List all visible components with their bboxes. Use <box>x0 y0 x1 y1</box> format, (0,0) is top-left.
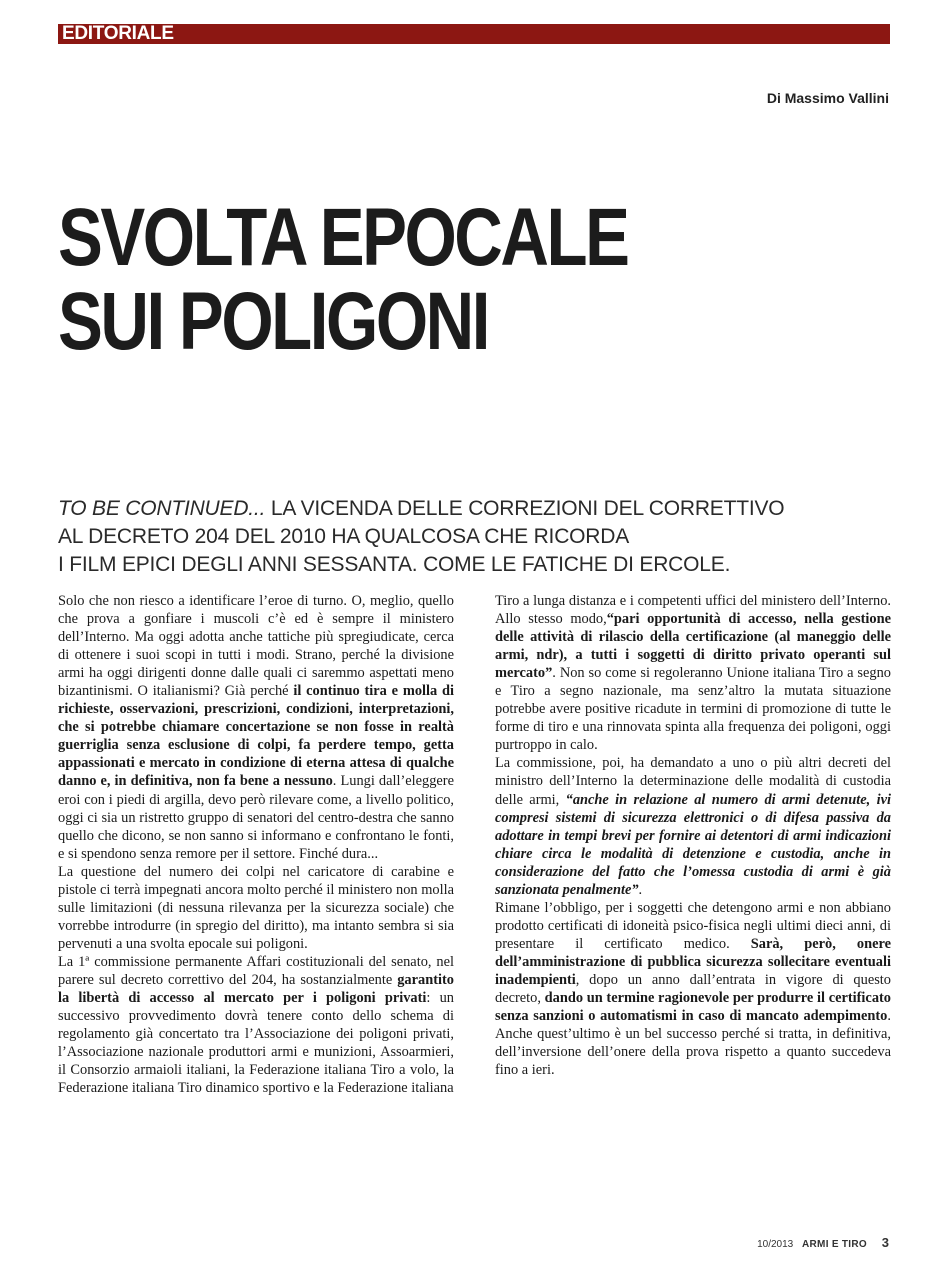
paragraph-3-continued: Tiro a lunga distanza e i competenti uffici del ministero dell’Interno. Allo stesso modo,“pari opportunità di accesso, nella gestione delle attività di rilascio della certificazione (al maneggio delle armi, ndr), a tutti i soggetti di diritto privato operanti sul mercato”. Non so come si regoleranno Unione italiana Tiro a segno e Tiro a segno nazionale, ma senz’altro la mutata situazione potrebbe avere positive ricadute in termini di promozione di tutte le forme di tiro e una rinnovata spinta alla frequenza dei poligoni, oggi purtroppo in calo. <box>495 593 891 754</box>
article-title <box>58 192 628 367</box>
paragraph-4: La commissione, poi, ha demandato a uno o più altri decreti del ministro dell’Interno la determinazione delle modalità di custodia delle armi, “anche in relazione al numero di armi detenute, ivi compresi sistemi di sicurezza elettronici o di difesa passiva da adottare in tempi brevi per fornire ai detentori di armi indicazioni chiare circa le modalità di detenzione e custodia, anche in considerazione del fatto che l’omessa custodia di armi è già sanzionata penalmente”. <box>495 755 891 898</box>
paragraph-2: La questione del numero dei colpi nel caricatore di carabine e pistole ci terrà impegnati ancora molto perché il ministero non molla sulle limitazioni (di nessuna rilevanza per la sicurezza sociale) che vorrebbe introdurre (in spregio del diritto), ma intanto sembra si sia pervenuti a una svolta epocale sui poligoni. <box>58 863 454 952</box>
article-subtitle <box>58 495 818 579</box>
paragraph-5: Rimane l’obbligo, per i soggetti che detengono armi e non abbiano prodotto certificati di idoneità psico-fisica negli ultimi dieci anni, di presentare il certificato medico. Sarà, però, onere dell’amministrazione di pubblica sicurezza sollecitare eventuali inadempienti, dopo un anno dall’entrata in vigore di questo decreto, dando un termine ragionevole per produrre il certificato senza sanzioni o automatismi in caso di mancato adempimento. Anche quest’ultimo è un bel successo perché si tratta, in definitiva, dell’inversione dell’onere della prova rispetto a quanto succedeva fino a ieri. <box>495 899 892 1079</box>
body-column-left <box>58 592 454 1097</box>
paragraph-1: Solo che non riesco a identificare l’eroe di turno. O, meglio, quello che prova a gonfiare i muscoli c’è ed è sempre il ministero dell’Interno. Ma oggi adotta anche tattiche più spregiudicate, cerca di ottenere i suoi scopi in tutti i modi. Strano, perché la divisione armi ha oggi dirigenti donne dalle quali ci saremmo aspettati meno bizantinismi. O italianismi? Già perché il continuo tira e molla di richieste, osservazioni, prescrizioni, condizioni, interpretazioni, che si potrebbe chiamare concertazione se non fosse in realtà guerriglia senza esclusione di colpi, fa perdere tempo, getta appassionati e mercato in condizione di eterna attesa di qualche danno e, in definitiva, non fa bene a nessuno. Lungi dall’eleggere eroi con i piedi di argilla, devo però rilevare come, a livello politico, oggi ci sia un ristretto gruppo di senatori del centro-destra che sanno quello che dicono, se non sanno si informano e confrontano le fonti, e si spendono senza remore per il settore. Finché dura... <box>58 593 454 862</box>
page-footer <box>757 1235 889 1250</box>
magazine-name: ARMI E TIRO <box>802 1239 867 1250</box>
subtitle-line-1: TO BE CONTINUED... LA VICENDA DELLE CORREZIONI DEL CORRETTIVO <box>58 497 785 520</box>
body-column-right <box>495 592 891 1079</box>
section-header-bar <box>58 24 890 44</box>
paragraph-3: La 1ª commissione permanente Affari costituzionali del senato, nel parere sul decreto correttivo del 204, ha sostanzialmente garantito la libertà di accesso al mercato per i poligoni privati: un successivo provvedimento dovrà tenere conto dello schema di regolamento già concertato tra l’Associazione dei poligoni privati, l’Associazione nazionale produttori armi e munizioni, Assoarmieri, il Consorzio armaioli italiani, la Federazione italiana Tiro a volo, la Federazione italiana Tiro dinamico sportivo e la Federazione italiana <box>58 953 454 1097</box>
title-line-1: SVOLTA EPOCALE <box>58 192 628 283</box>
byline: Di Massimo Vallini <box>766 90 889 106</box>
page-number: 3 <box>881 1235 889 1250</box>
subtitle-line-3: I FILM EPICI DEGLI ANNI SESSANTA. COME LE FATICHE DI ERCOLE. <box>58 553 731 576</box>
section-label: EDITORIALE <box>62 23 174 44</box>
issue-date: 10/2013 <box>757 1239 794 1250</box>
title-line-2: SUI POLIGONI <box>58 276 489 367</box>
subtitle-line-2: AL DECRETO 204 DEL 2010 HA QUALCOSA CHE RICORDA <box>58 525 630 548</box>
subtitle-lead: TO BE CONTINUED... <box>58 497 266 520</box>
